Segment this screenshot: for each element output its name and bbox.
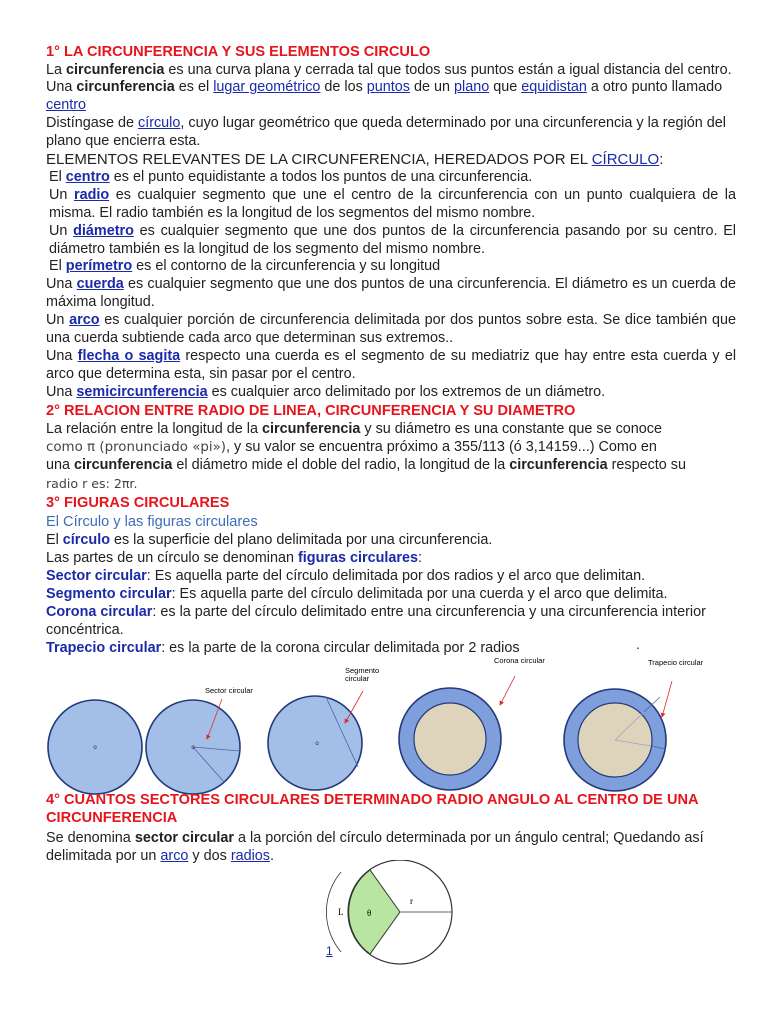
svg-text:o: o xyxy=(93,745,97,751)
text: y dos xyxy=(188,848,231,865)
link-arco[interactable]: arco xyxy=(160,848,189,865)
text: : xyxy=(417,550,422,567)
link-circulo[interactable]: círculo xyxy=(138,115,181,132)
figure-trapecio-circular xyxy=(564,658,704,791)
text: es el xyxy=(174,79,214,96)
link-equidistan[interactable]: equidistan xyxy=(521,79,587,96)
term-segmento-circular: Segmento circular xyxy=(46,585,172,602)
link-semicircunferencia-term[interactable]: semicircunferencia xyxy=(76,383,208,400)
figure-sector-circular xyxy=(146,686,253,794)
label-trapecio-circular: Trapecio circular xyxy=(648,658,704,667)
label-L: L xyxy=(338,907,344,917)
link-circulo-caps[interactable]: CÍRCULO xyxy=(591,151,660,169)
distinction-paragraph xyxy=(46,115,736,151)
text: el diámetro mide el doble del radio, la longitud de la xyxy=(172,457,510,474)
trailing-dot: . xyxy=(636,636,640,652)
elements-intro xyxy=(46,151,736,169)
svg-text:o: o xyxy=(191,745,195,751)
text: : Es aquella parte del círculo delimitada por una cuerda y el arco que delimita. xyxy=(171,585,668,602)
term-figuras-circulares: figuras circulares xyxy=(298,550,418,567)
label-theta: θ xyxy=(367,908,372,918)
text: es el punto equidistante a todos los puntos de una circunferencia. xyxy=(109,168,533,185)
sector-diagram xyxy=(320,860,460,970)
text: Un xyxy=(49,186,74,203)
link-perimetro-term[interactable]: perímetro xyxy=(65,258,133,275)
figure-circle xyxy=(48,700,142,794)
label-r: r xyxy=(410,896,413,906)
relation-line-2 xyxy=(46,439,736,457)
element-item-diametro xyxy=(46,223,736,259)
circular-figures-diagram xyxy=(0,655,768,795)
definition-paragraph xyxy=(46,62,736,116)
text: El xyxy=(49,258,66,275)
document-body xyxy=(46,0,736,658)
element-item-radio xyxy=(46,187,736,223)
link-diametro-term[interactable]: diámetro xyxy=(73,222,134,239)
text: La relación entre la longitud de la xyxy=(46,421,263,438)
link-radios[interactable]: radios xyxy=(230,848,271,865)
relation-line-1 xyxy=(46,421,736,439)
element-item-centro xyxy=(46,169,736,187)
term-sector-circular: sector circular xyxy=(134,830,235,846)
text: respecto una cuerda es el segmento de su mediatriz que hay entre esta cuerda y el arco que determina esta, sin pasar por el centro. xyxy=(46,348,737,382)
text: es cualquier segmento que une el centro de la circunferencia con un punto cualquiera de la misma. El radio también es la longitud de los segmentos del mismo nombre. xyxy=(49,186,736,221)
text: Una xyxy=(46,276,77,293)
term-circulo: círculo xyxy=(62,532,110,549)
link-arco-term[interactable]: arco xyxy=(69,312,100,329)
figure-corona-circular xyxy=(399,656,545,790)
text: es el contorno de la circunferencia y su longitud xyxy=(132,258,441,275)
element-item-semicircunferencia xyxy=(46,384,736,402)
term-circunferencia: circunferencia xyxy=(74,457,173,474)
text: que xyxy=(489,79,522,96)
link-radio-term[interactable]: radio xyxy=(73,186,110,203)
text: de los xyxy=(320,79,367,96)
section-2-heading: 2° RELACION ENTRE RADIO DE LINEA, CIRCUNFERENCIA Y SU DIAMETRO xyxy=(46,402,576,419)
text: Una xyxy=(46,348,78,364)
text: El xyxy=(49,168,66,185)
text: es cualquier arco delimitado por los extremos de un diámetro. xyxy=(207,383,606,400)
text: Una xyxy=(46,383,77,400)
term-circunferencia: circunferencia xyxy=(262,421,361,438)
text: de un xyxy=(410,79,455,96)
footnote-link[interactable]: 1 xyxy=(326,944,333,958)
section-4-heading-2: CIRCUNFERENCIA xyxy=(46,809,178,826)
label-sector-circular: Sector circular xyxy=(205,686,253,695)
def-corona xyxy=(46,604,736,640)
element-item-perimetro xyxy=(46,258,736,276)
text: : es la parte del círculo delimitado entre una circunferencia y una circunferencia interior concéntrica. xyxy=(46,603,706,638)
text: respecto su xyxy=(607,457,686,474)
link-centro[interactable]: centro xyxy=(46,97,86,114)
label-corona-circular: Corona circular xyxy=(494,656,545,665)
element-item-flecha xyxy=(46,348,736,384)
circle-definition xyxy=(46,532,736,550)
relation-line-3 xyxy=(46,457,736,475)
text: Las partes de un círculo se denominan xyxy=(46,550,298,567)
text: Distíngase de xyxy=(46,115,138,132)
def-segmento xyxy=(46,586,736,604)
text: es una curva plana y cerrada tal que todos sus puntos están a igual distancia del centro. Una xyxy=(46,61,732,96)
label-segmento-2: circular xyxy=(345,674,370,683)
element-item-arco xyxy=(46,312,736,348)
figures-intro xyxy=(46,550,736,568)
relation-formula: radio r es: 2πr. xyxy=(46,475,138,491)
section-4 xyxy=(46,792,736,866)
section-3-subheading: El Círculo y las figuras circulares xyxy=(46,514,258,531)
text: Un xyxy=(49,222,74,239)
text: , cuyo lugar geométrico que queda determinado por una circunferencia y la región del plano que encierra esta. xyxy=(46,115,726,150)
term-trapecio-circular: Trapecio circular xyxy=(46,639,162,656)
term-corona-circular: Corona circular xyxy=(46,603,153,620)
text: es cualquier segmento que une dos puntos de una circunferencia. El diámetro es un cuerda de máxima longitud. xyxy=(46,276,736,311)
text: es cualquier porción de circunferencia delimitada por dos puntos sobre esta. Se dice también que una cuerda subtiende cada arco que determinan sus extremos.. xyxy=(46,312,736,347)
link-cuerda-term[interactable]: cuerda xyxy=(76,276,124,293)
section-3-heading: 3° FIGURAS CIRCULARES xyxy=(46,494,230,511)
term-sector-circular: Sector circular xyxy=(46,568,147,585)
text: La xyxy=(46,61,67,78)
svg-text:o: o xyxy=(315,741,319,747)
text: y su diámetro es una constante que se conoce xyxy=(360,421,662,438)
label-segmento-1: Segmento xyxy=(345,666,380,675)
link-lugar-geometrico[interactable]: lugar geométrico xyxy=(213,79,321,96)
section-4-heading-1: 4° CUANTOS SECTORES CIRCULARES DETERMINADO RADIO ANGULO AL CENTRO DE UNA xyxy=(46,792,699,808)
term-circunferencia: circunferencia xyxy=(66,61,165,78)
text: : xyxy=(659,151,664,169)
text: como π (pronunciado «pi») xyxy=(46,440,227,456)
text: a otro punto llamado xyxy=(586,79,723,96)
text: a la porción del círculo determinada por un ángulo central; Quedando así delimitada por un xyxy=(46,830,704,865)
link-centro-term[interactable]: centro xyxy=(65,168,110,185)
figure-segmento-circular xyxy=(268,666,379,790)
text: es cualquier segmento que une dos puntos de la circunferencia pasando por su centro. El diámetro también es la longitud de los segmento del mismo nombre. xyxy=(49,222,736,257)
text: ELEMENTOS RELEVANTES DE LA CIRCUNFERENCIA, HEREDADOS POR EL xyxy=(46,151,592,169)
text: : es la parte de la corona circular delimitada por 2 radios xyxy=(161,639,520,656)
text: es la superficie del plano delimitada por una circunferencia. xyxy=(109,532,493,549)
link-flecha-term[interactable]: flecha o sagita xyxy=(77,348,181,364)
term-circunferencia: circunferencia xyxy=(76,79,175,96)
text: Un xyxy=(46,312,70,329)
term-circunferencia: circunferencia xyxy=(509,457,608,474)
text: : Es aquella parte del círculo delimitada por dos radios y el arco que delimitan. xyxy=(146,568,646,585)
link-plano[interactable]: plano xyxy=(454,79,490,96)
section-1-heading: 1° LA CIRCUNFERENCIA Y SUS ELEMENTOS CIRCULO xyxy=(46,44,431,60)
text: . xyxy=(270,848,275,865)
element-item-cuerda xyxy=(46,276,736,312)
text: una xyxy=(46,457,75,474)
text: , y su valor se encuentra próximo a 355/113 (ó 3,14159...) Como en xyxy=(226,439,657,456)
def-sector xyxy=(46,568,736,586)
text: Se denomina xyxy=(46,830,135,846)
link-puntos[interactable]: puntos xyxy=(366,79,411,96)
text: El xyxy=(46,532,63,549)
